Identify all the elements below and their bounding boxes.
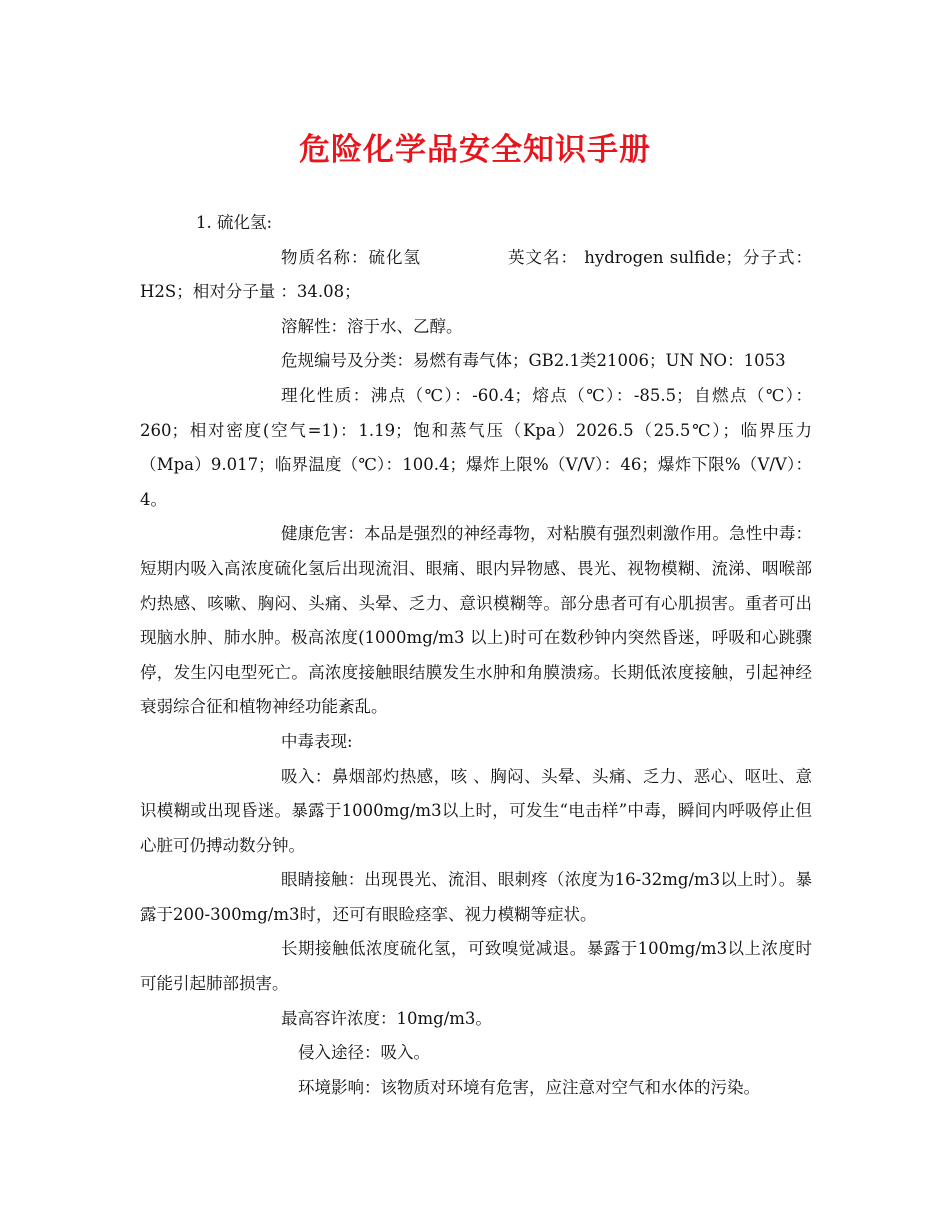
document-title: 危险化学品安全知识手册 bbox=[299, 132, 651, 168]
physical-properties-paragraph: 理化性质：沸点（℃）：-60.4；熔点（℃）：-85.5；自燃点（℃）：260；相对密度(空气=1)：1.19；饱和蒸气压（Kpa）2026.5（25.5℃）；临界压力（Mpa）9.017；临界温度（℃）：100.4；爆炸上限%（V/V）：46；爆炸下限%（V/V）：4。 bbox=[140, 385, 812, 509]
inhalation-paragraph: 吸入：鼻烟部灼热感，咳 、胸闷、头晕、头痛、乏力、恶心、呕吐、意识模糊或出现昏迷。暴露于1000mg/m3以上时，可发生“电击样”中毒，瞬间内呼吸停止但心脏可仍搏动数分钟。 bbox=[140, 766, 812, 855]
route-paragraph: 侵入途径：吸入。 bbox=[298, 1043, 430, 1063]
eye-contact-paragraph: 眼睛接触：出现畏光、流泪、眼刺疼（浓度为16-32mg/m3以上时）。暴露于200-300mg/m3时，还可有眼睑痉挛、视力模糊等症状。 bbox=[140, 870, 812, 924]
substance-english-formula: 英文名： hydrogen sulfide；分子式： H2S；相对分子量 ：34.08； bbox=[140, 247, 813, 302]
substance-paragraph bbox=[140, 241, 812, 310]
document-body bbox=[140, 206, 812, 1105]
environment-paragraph: 环境影响：该物质对环境有危害，应注意对空气和水体的污染。 bbox=[298, 1077, 760, 1097]
symptoms-heading: 中毒表现: bbox=[281, 731, 353, 751]
substance-name: 物质名称：硫化氢 bbox=[281, 247, 422, 267]
health-hazard-paragraph: 健康危害：本品是强烈的神经毒物，对粘膜有强烈刺激作用。急性中毒：短期内吸入高浓度硫化氢后出现流泪、眼痛、眼内异物感、畏光、视物模糊、流涕、咽喉部灼热感、咳嗽、胸闷、头痛、头晕、乏力、意识模糊等。部分患者可有心肌损害。重者可出现脑水肿、肺水肿。极高浓度(1000mg/m3 以上)时可在数秒钟内突然昏迷，呼吸和心跳骤停，发生闪电型死亡。高浓度接触眼结膜发生水肿和角膜溃疡。长期低浓度接触，引起神经衰弱综合征和植物神经功能紊乱。 bbox=[140, 524, 812, 717]
classification-paragraph: 危规编号及分类：易燃有毒气体；GB2.1类21006；UN NO：1053 bbox=[281, 351, 786, 371]
long-term-exposure-paragraph: 长期接触低浓度硫化氢，可致嗅觉减退。暴露于100mg/m3以上浓度时可能引起肺部损害。 bbox=[140, 939, 812, 994]
solubility-paragraph: 溶解性：溶于水、乙醇。 bbox=[281, 316, 463, 336]
max-concentration-paragraph: 最高容许浓度：10mg/m3。 bbox=[281, 1008, 492, 1028]
section-heading: 1. 硫化氢: bbox=[196, 213, 273, 232]
